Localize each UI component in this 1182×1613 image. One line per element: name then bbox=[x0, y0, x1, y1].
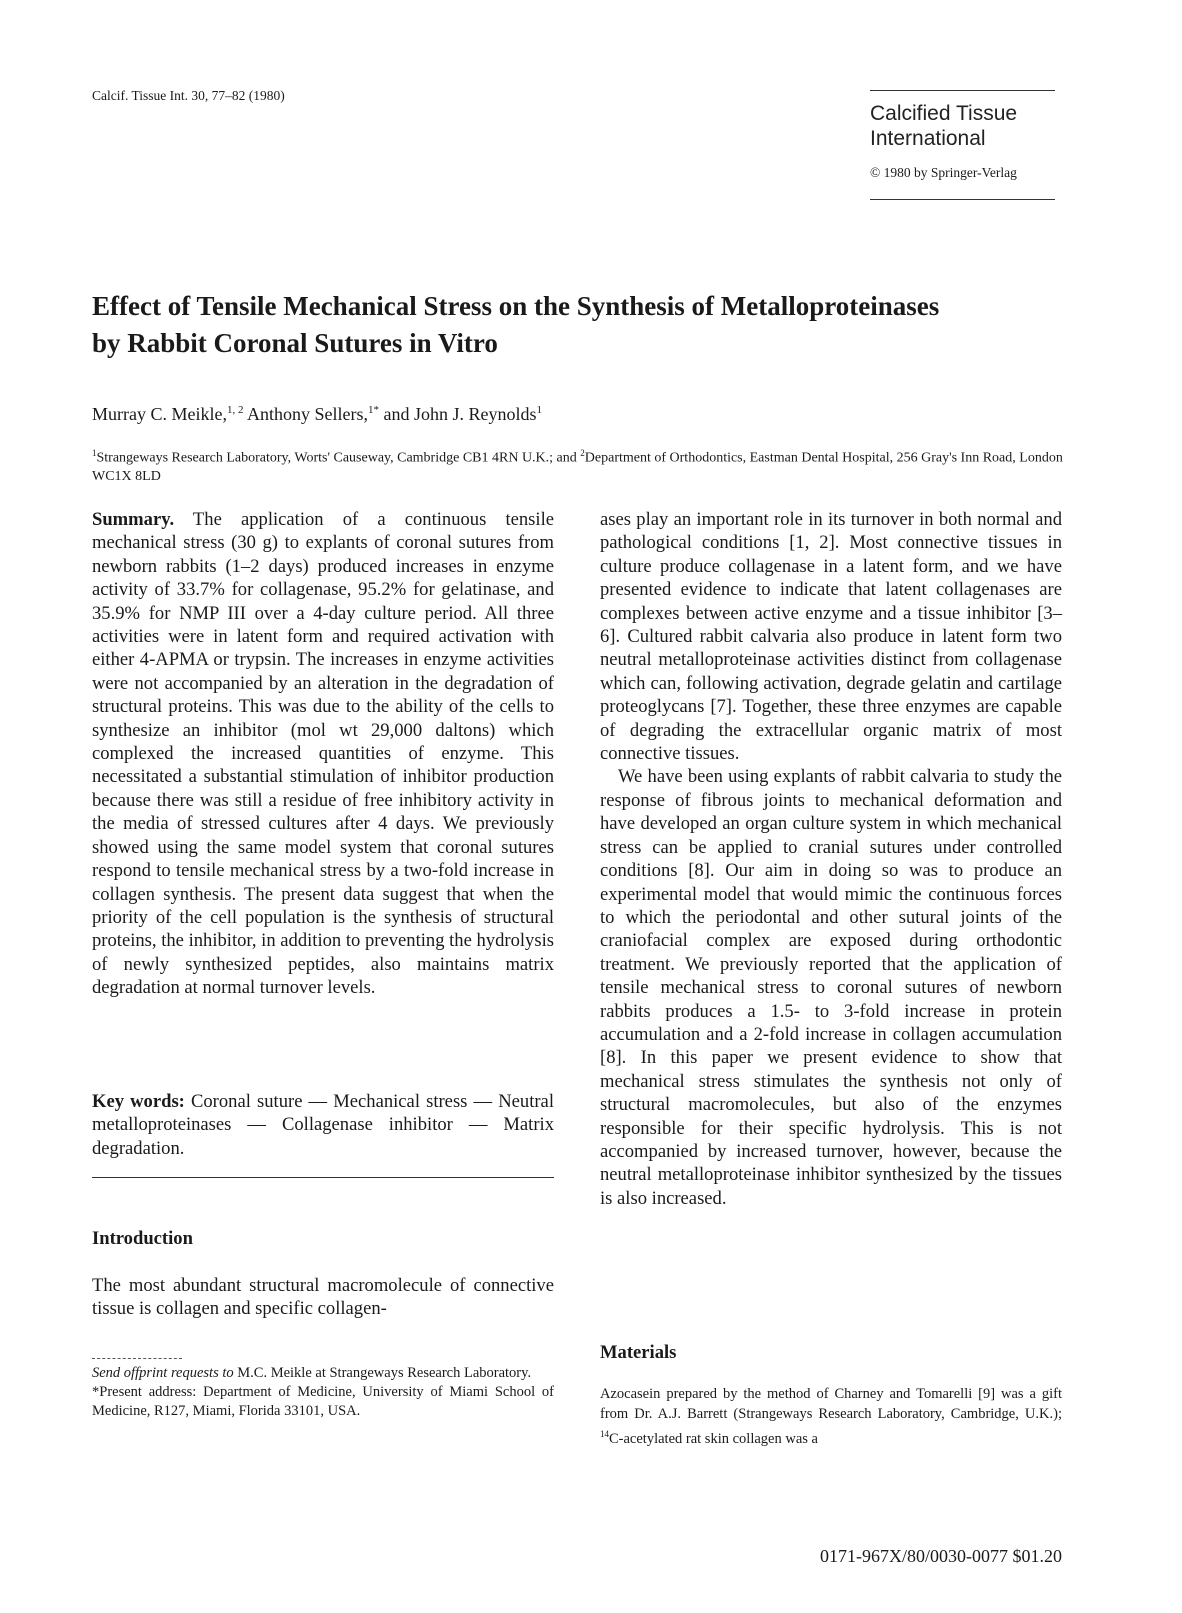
materials-text-a: Azocasein prepared by the method of Charney and Tomarelli [9] was a gift from Dr. A.J. Barrett (Strangeways Research Laboratory, Cambridge, U.K.); bbox=[600, 1386, 1062, 1422]
introduction-paragraph: The most abundant structural macromolecule of connective tissue is collagen and specific collagen- bbox=[92, 1275, 554, 1320]
materials-text-b: C-acetylated rat skin collagen was a bbox=[609, 1430, 818, 1447]
introduction-heading: Introduction bbox=[92, 1228, 193, 1249]
keywords-label: Key words: bbox=[92, 1091, 185, 1112]
copyright: © 1980 by Springer-Verlag bbox=[870, 165, 1017, 180]
affil-sup-2: 2 bbox=[580, 448, 585, 458]
author-2: Anthony Sellers, bbox=[243, 404, 368, 424]
footnote-rule bbox=[92, 1358, 182, 1359]
intro-right-column bbox=[600, 508, 1062, 1210]
intro-paragraph-1: ases play an important role in its turnover in both normal and pathological conditions [1, 2]. Most connective tissues in culture produce collagenase in a latent form, and we have presented evidence to indicate that latent collagenases are complexes between active enzyme and a tissue inhibitor [3–6]. Cultured rabbit calvaria also produce in latent form two neutral metalloproteinase activities distinct from collagenase which can, following activation, degrade gelatin and cartilage proteoglycans [7]. Together, these three enzymes are capable of degrading the extracellular organic matrix of most connective tissues. bbox=[600, 509, 1062, 765]
affil-2: Department of Orthodontics, Eastman Dental Hospital, 256 Gray's Inn Road, London WC1X 8LD bbox=[92, 450, 1063, 484]
offprint-text: M.C. Meikle at Strangeways Research Laboratory. bbox=[233, 1365, 532, 1381]
journal-name-line1: Calcified Tissue bbox=[870, 102, 1018, 125]
author-3-sup: 1 bbox=[536, 404, 542, 416]
introduction-text bbox=[92, 1274, 554, 1321]
journal-box bbox=[870, 90, 1055, 200]
author-2-sup: 1* bbox=[367, 404, 379, 416]
summary-label: Summary. bbox=[92, 509, 175, 530]
journal-name-line2: International bbox=[870, 127, 986, 150]
article-code: 0171-967X/80/0030-0077 $01.20 bbox=[820, 1546, 1062, 1566]
title-line1: Effect of Tensile Mechanical Stress on the Synthesis of Metalloproteinases bbox=[92, 291, 940, 321]
present-address: *Present address: Department of Medicine, University of Miami School of Medicine, R127, Miami, Florida 33101, USA. bbox=[92, 1384, 554, 1419]
title-line2: by Rabbit Coronal Sutures in Vitro bbox=[92, 328, 498, 358]
journal-name bbox=[870, 101, 1055, 151]
running-head: Calcif. Tissue Int. 30, 77–82 (1980) bbox=[92, 88, 285, 103]
author-3: and John J. Reynolds bbox=[378, 404, 537, 424]
affil-1: Strangeways Research Laboratory, Worts' Causeway, Cambridge CB1 4RN U.K.; and bbox=[96, 450, 581, 466]
affiliations bbox=[92, 444, 1072, 486]
author-1-sup: 1, 2 bbox=[226, 404, 244, 416]
summary bbox=[92, 508, 554, 1000]
materials-text bbox=[600, 1384, 1062, 1449]
materials-sup: 14 bbox=[600, 1429, 609, 1439]
author-1: Murray C. Meikle, bbox=[92, 404, 227, 424]
section-divider bbox=[92, 1177, 554, 1178]
keywords-text: Coronal suture — Mechanical stress — Neutral metalloproteinases — Collagenase inhibitor — Matrix degradation. bbox=[92, 1091, 554, 1159]
materials-heading: Materials bbox=[600, 1342, 677, 1363]
journal-rule-top bbox=[870, 90, 1055, 91]
offprint-head: Send offprint requests to bbox=[92, 1365, 234, 1381]
journal-rule-bottom bbox=[870, 199, 1055, 200]
authors bbox=[92, 404, 542, 425]
affil-sup-1: 1 bbox=[92, 448, 97, 458]
summary-text: The application of a continuous tensile mechanical stress (30 g) to explants of coronal sutures from newborn rabbits (1–2 days) produced increases in enzyme activity of 33.7% for collagenase, 95.2% for gelatinase, and 35.9% for NMP III over a 4-day culture period. All three activities were in latent form and required activation with either 4-APMA or trypsin. The increases in enzyme activities were not accompanied by an alteration in the degradation of structural proteins. This was due to the ability of the cells to synthesize an inhibitor (mol wt 29,000 daltons) which complexed the increased quantities of enzyme. This necessitated a substantial stimulation of inhibitor production because there was still a residue of free inhibitory activity in the media of stressed cultures after 4 days. We previously showed using the same model system that coronal sutures respond to tensile mechanical stress by a two-fold increase in collagen synthesis. The present data suggest that when the priority of the cell population is the synthesis of structural proteins, the inhibitor, in addition to preventing the hydrolysis of newly synthesized peptides, also maintains matrix degradation at normal turnover levels. bbox=[92, 509, 554, 999]
keywords bbox=[92, 1090, 554, 1160]
article-title bbox=[92, 288, 1072, 362]
intro-paragraph-2: We have been using explants of rabbit calvaria to study the response of fibrous joints to mechanical deformation and have developed an organ culture system in which mechanical stress can be applied to cranial sutures under controlled conditions [8]. Our aim in doing so was to produce an experimental model that would mimic the continuous forces to which the periodontal and other sutural joints of the craniofacial complex are exposed during orthodontic treatment. We previously reported that the application of tensile mechanical stress to coronal sutures of newborn rabbits produces a 1.5- to 3-fold increase in protein accumulation and a 2-fold increase in collagen accumulation [8]. In this paper we present evidence to show that mechanical stress stimulates the synthesis not only of structural macromolecules, but also of the enzymes responsible for their specific hydrolysis. This is not accompanied by increased turnover, however, because the neutral metalloproteinase inhibitor synthesized by the tissues is also increased. bbox=[600, 766, 1062, 1209]
footnotes bbox=[92, 1364, 554, 1421]
